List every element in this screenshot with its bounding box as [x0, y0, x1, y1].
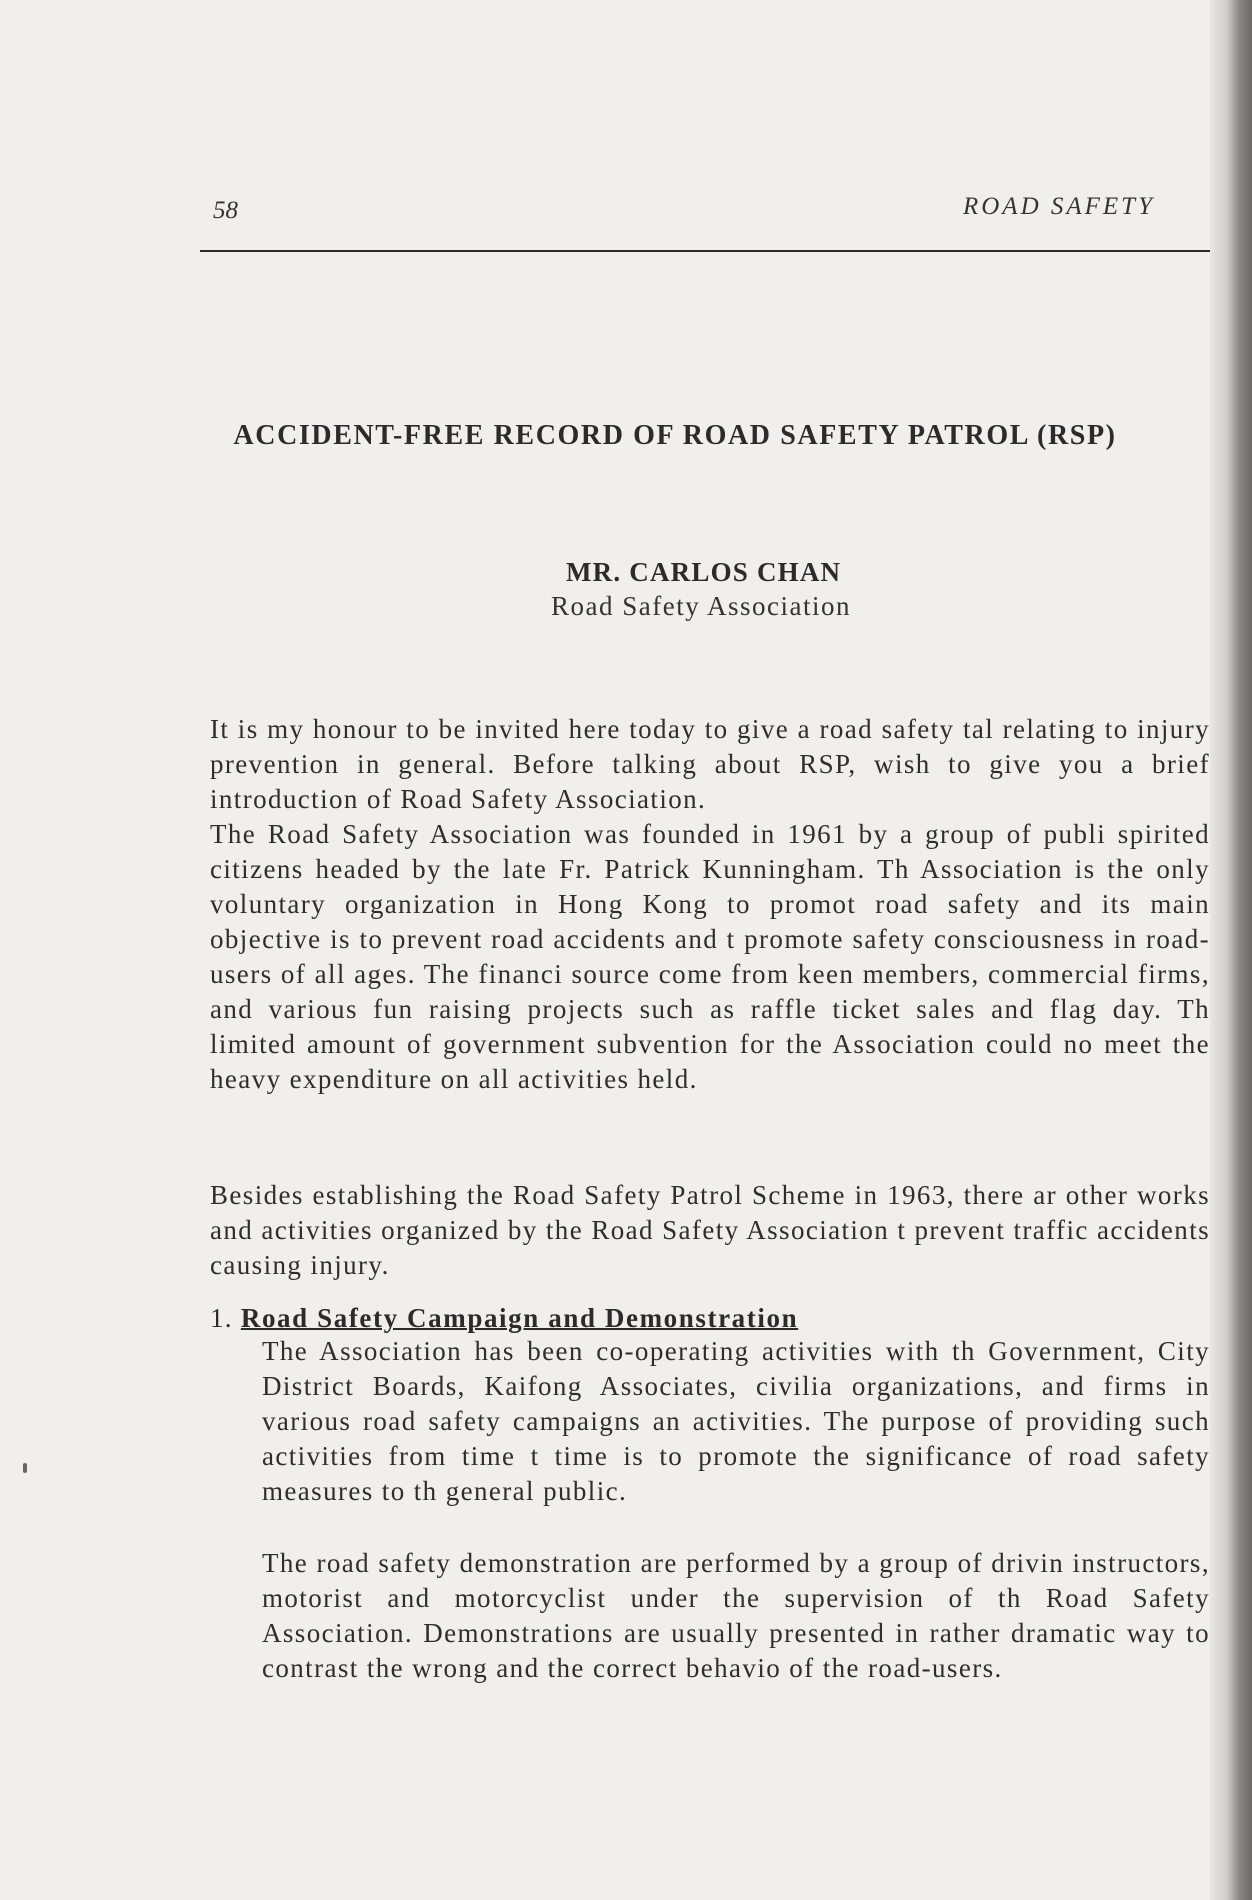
author-name: MR. CARLOS CHAN — [566, 557, 842, 587]
section-title: Road Safety Campaign and Demonstration — [240, 1303, 799, 1333]
section-road-safety-campaign — [210, 1302, 1210, 1686]
header-rule — [200, 250, 1210, 252]
paragraph-association-history: The Road Safety Association was founded in 1961 by a group of publi spirited citizens headed by the late Fr. Patrick Kunningham. Th Association is the only voluntary organization in Hong Kong to promot road safety and its main objective is to prevent road accidents and t promote safety consciousness in road-users of all ages. The financi source come from keen members, commercial firms, and various fun raising projects such as raffle ticket sales and flag day. Th limited amount of government subvention for the Association could no meet the heavy expenditure on all activities held. — [210, 819, 1210, 1094]
paragraph-other-activities: Besides establishing the Road Safety Patrol Scheme in 1963, there ar other works and activities organized by the Road Safety Association t prevent traffic accidents causing injury. — [210, 1180, 1210, 1280]
author-block — [500, 555, 940, 623]
paragraph-introduction: It is my honour to be invited here today to give a road safety tal relating to injury prevention in general. Before talking about RSP, wish to give you a brief introduction of Road Safety Association. — [210, 714, 1210, 814]
author-organization: Road Safety Association — [551, 591, 851, 621]
section-paragraph-demonstration: The road safety demonstration are performed by a group of drivin instructors, motorist and motorcyclist under the supervision of th Road Safety Association. Demonstrations are usually presented in rather dramatic way to contrast the wrong and the correct behavio of the road-users. — [262, 1548, 1210, 1683]
page-number: 58 — [213, 197, 238, 224]
running-head: ROAD SAFETY — [962, 193, 1155, 220]
section-heading — [210, 1302, 1210, 1334]
page-binding-edge — [1210, 0, 1252, 1900]
section-number: 1. — [210, 1303, 233, 1333]
scan-speck — [23, 1463, 27, 1473]
article-title: ACCIDENT-FREE RECORD OF ROAD SAFETY PATROL (RSP) — [233, 420, 1117, 451]
section-paragraph-campaign: The Association has been co-operating activities with th Government, City District Boards, Kaifong Associates, civilia organizations, and firms in various road safety campaigns an activities. The purpose of providing such activities from time t time is to promote the significance of road safety measures to th general public. — [262, 1336, 1210, 1506]
page-header — [200, 185, 1155, 225]
